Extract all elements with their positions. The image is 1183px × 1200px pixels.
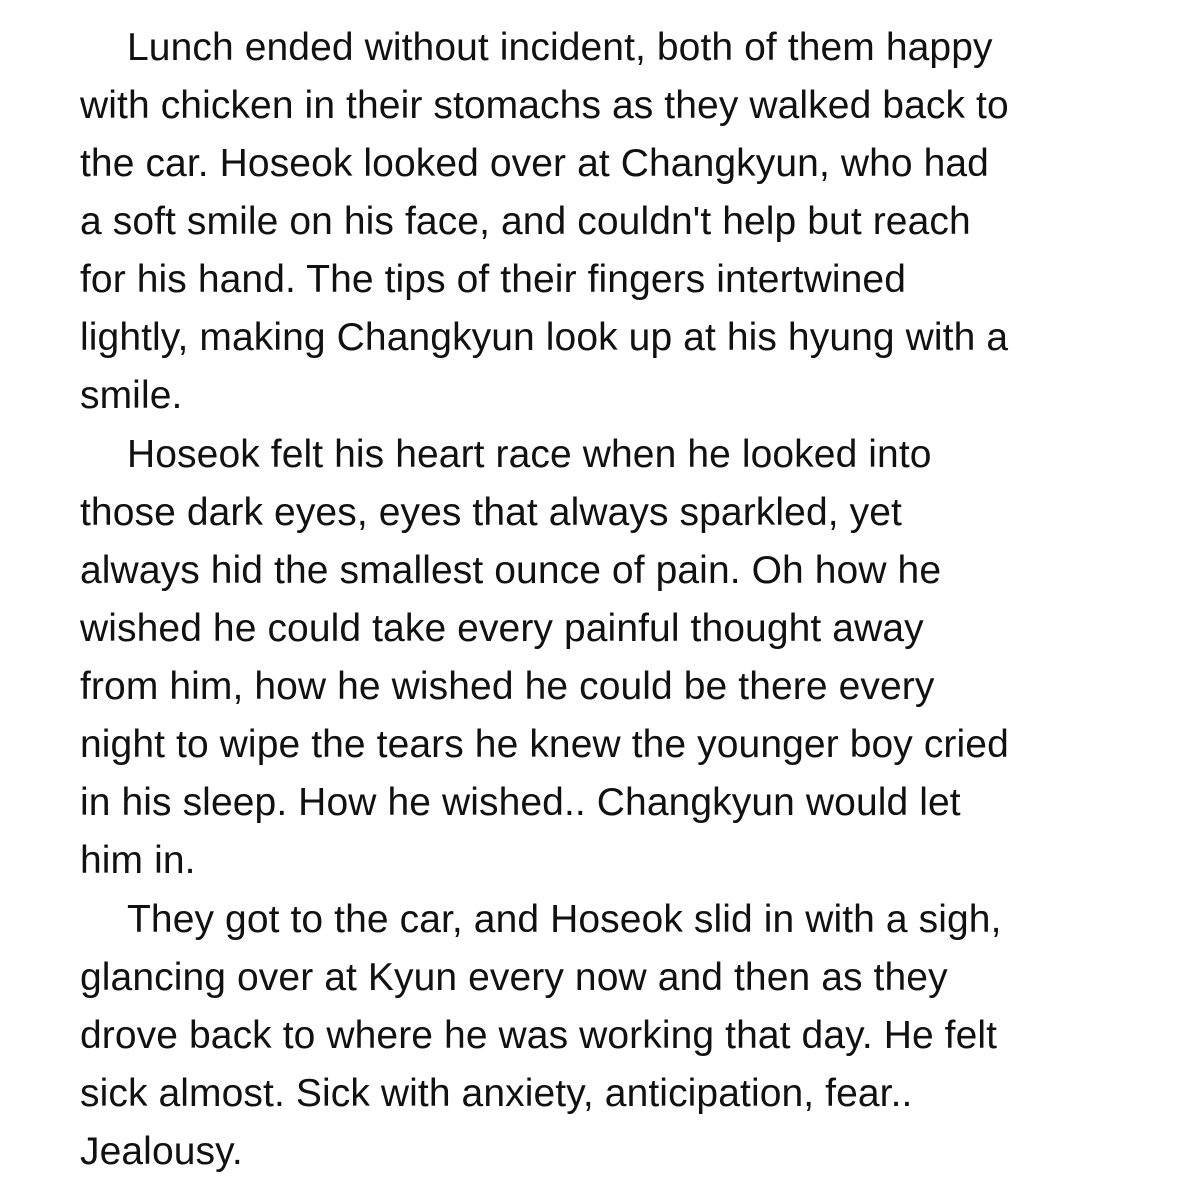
text-line: glancing over at Kyun every now and then as they	[80, 956, 948, 999]
text-line: from him, how he wished he could be there every	[80, 665, 935, 708]
text-line: drove back to where he was working that day. He felt	[80, 1014, 998, 1057]
text-line: always hid the smallest ounce of pain. Oh how he	[80, 549, 942, 592]
text-line: sick almost. Sick with anxiety, anticipation, fear..	[80, 1072, 913, 1115]
text-line: in his sleep. How he wished.. Changkyun would let	[80, 781, 961, 824]
text-line: those dark eyes, eyes that always sparkled, yet	[80, 491, 902, 534]
text-line: for his hand. The tips of their fingers intertwined	[80, 258, 906, 301]
text-line: a soft smile on his face, and couldn't help but reach	[80, 200, 971, 243]
text-line: wished he could take every painful thought away	[80, 607, 924, 650]
text-line: the car. Hoseok looked over at Changkyun, who had	[80, 142, 989, 185]
text-line: They got to the car, and Hoseok slid in with a sigh,	[127, 898, 1002, 941]
text-line: smile.	[80, 374, 183, 417]
text-line: him in.	[80, 839, 196, 882]
text-line: with chicken in their stomachs as they walked back to	[80, 84, 1009, 127]
text-line: Hoseok felt his heart race when he looked into	[127, 433, 932, 476]
text-line: night to wipe the tears he knew the younger boy cried	[80, 723, 1009, 766]
text-line: Lunch ended without incident, both of them happy	[127, 26, 993, 69]
text-line: Jealousy.	[80, 1130, 243, 1173]
text-line: lightly, making Changkyun look up at his hyung with a	[80, 316, 1009, 359]
